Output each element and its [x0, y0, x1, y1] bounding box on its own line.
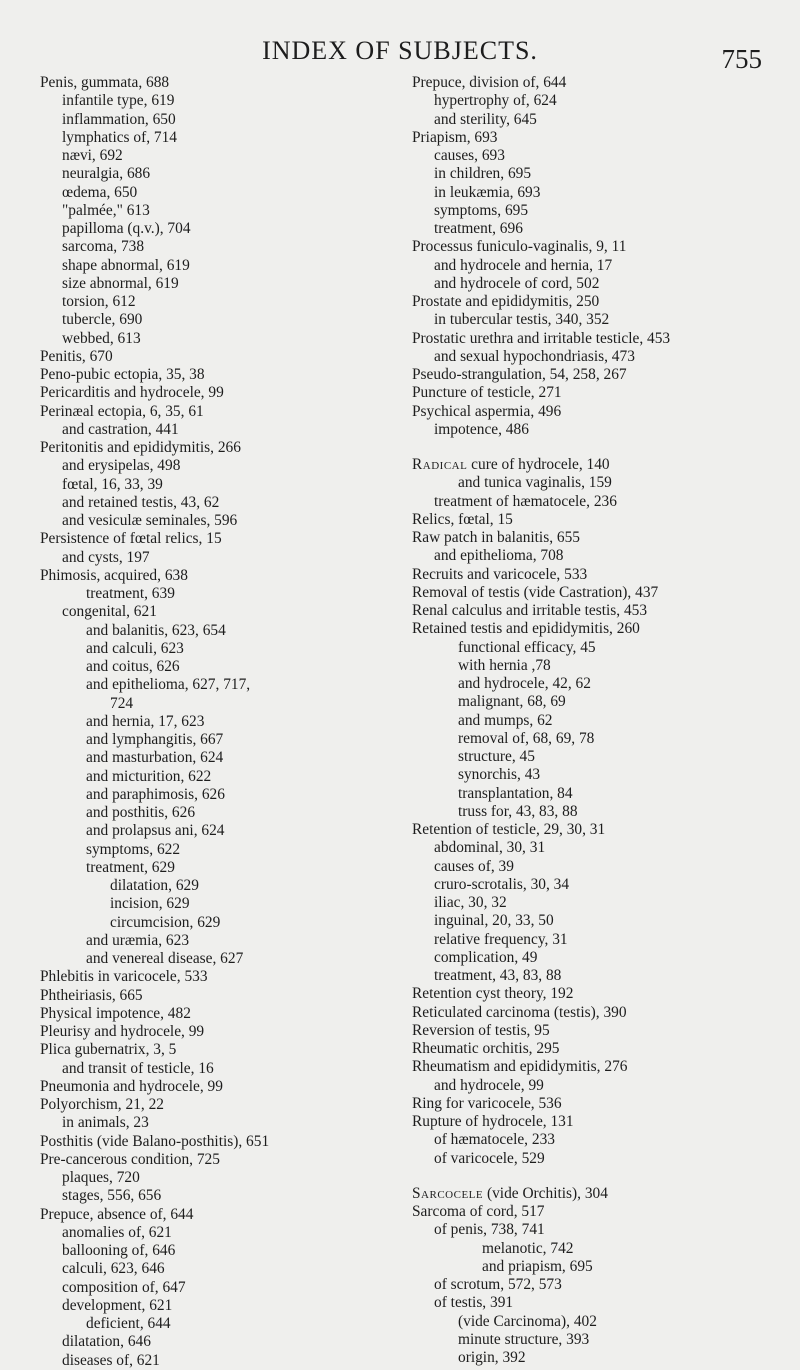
index-subentry: abdominal, 30, 31 [434, 839, 546, 857]
index-entry: Rheumatism and epididymitis, 276 [412, 1058, 628, 1076]
index-entry: Raw patch in balanitis, 655 [412, 529, 580, 546]
index-subentry: and micturition, 622 [86, 767, 212, 785]
index-subentry: papilloma (q.v.), 704 [62, 220, 191, 237]
index-entry: Penitis, 670 [40, 347, 113, 365]
index-subentry: transplantation, 84 [458, 784, 573, 802]
page-number: 755 [721, 44, 762, 74]
index-subentry: melanotic, 742 [482, 1239, 574, 1257]
index-subentry: in children, 695 [434, 165, 532, 183]
index-subentry: and paraphimosis, 626 [86, 785, 225, 803]
index-subentry: of penis, 738, 741 [434, 1221, 545, 1239]
page-title: INDEX OF SUBJECTS. [262, 36, 538, 65]
index-entry: Persistence of fœtal relics, 15 [40, 530, 222, 548]
index-subentry: size abnormal, 619 [62, 274, 179, 292]
index-entry: Penis, gummata, 688 [40, 74, 170, 91]
index-subentry: and sterility, 645 [434, 110, 537, 128]
index-subentry: treatment, 629 [86, 858, 175, 876]
index-entry: Sarcocele (vide Orchitis), 304 [412, 1184, 608, 1202]
index-subentry: development, 621 [62, 1296, 173, 1314]
index-subentry: sarcoma, 738 [62, 238, 145, 256]
index-subentry: of testis, 391 [434, 1294, 514, 1312]
index-subentry: tubercle, 690 [62, 311, 143, 329]
index-subentry: and masturbation, 624 [86, 749, 224, 767]
index-column-right [412, 74, 782, 1367]
index-subentry: and coitus, 626 [86, 658, 180, 675]
index-entry: Relics, fœtal, 15 [412, 510, 513, 528]
index-entry: Pericarditis and hydrocele, 99 [40, 384, 224, 402]
index-subentry: and hernia, 17, 623 [86, 712, 205, 730]
index-subentry: congenital, 621 [62, 603, 157, 621]
index-entry: Pre-cancerous condition, 725 [40, 1150, 220, 1168]
index-subentry: complication, 49 [434, 948, 538, 966]
index-entry: Reticulated carcinoma (testis), 390 [412, 1003, 627, 1021]
index-entry: Retained testis and epididymitis, 260 [412, 620, 640, 638]
index-entry: Phlebitis in varicocele, 533 [40, 968, 208, 986]
index-entry: Renal calculus and irritable testis, 453 [412, 602, 648, 619]
index-subentry: treatment, 43, 83, 88 [434, 967, 562, 984]
index-entry: Plica gubernatrix, 3, 5 [40, 1041, 177, 1059]
index-entry: Processus funiculo-vaginalis, 9, 11 [412, 238, 627, 256]
index-subentry: torsion, 612 [62, 293, 136, 310]
index-subentry: malignant, 68, 69 [458, 693, 566, 711]
index-subentry: dilatation, 646 [62, 1333, 151, 1351]
index-entry: Ring for varicocele, 536 [412, 1094, 562, 1112]
index-entry: Prostatic urethra and irritable testicle, 453 [412, 329, 671, 347]
index-entry: Pseudo-strangulation, 54, 258, 267 [412, 366, 627, 383]
index-subentry: (vide Carcinoma), 402 [458, 1312, 597, 1330]
index-subentry: 724 [110, 694, 134, 712]
index-subentry: circumcision, 629 [110, 913, 221, 931]
index-entry: Phimosis, acquired, 638 [40, 566, 188, 584]
index-entry: Phtheiriasis, 665 [40, 986, 143, 1004]
index-entry: Pneumonia and hydrocele, 99 [40, 1077, 223, 1095]
index-subentry: and venereal disease, 627 [86, 950, 244, 967]
index-subentry: synorchis, 43 [458, 766, 541, 784]
index-entry: Recruits and varicocele, 533 [412, 565, 588, 583]
index-column-left [40, 74, 410, 1370]
index-subentry: causes of, 39 [434, 857, 514, 875]
index-entry: Perinæal ectopia, 6, 35, 61 [40, 402, 204, 420]
index-subentry: with hernia ,78 [458, 656, 551, 674]
index-subentry: dilatation, 629 [110, 877, 199, 894]
index-subentry: treatment of hæmatocele, 236 [434, 492, 617, 510]
index-subentry: treatment, 639 [86, 585, 175, 602]
index-subentry: and calculi, 623 [86, 639, 184, 657]
index-subentry: relative frequency, 31 [434, 930, 568, 948]
index-subentry: composition of, 647 [62, 1278, 186, 1296]
index-subentry: and vesiculæ seminales, 596 [62, 512, 238, 529]
index-subentry: of varicocele, 529 [434, 1149, 545, 1167]
index-subentry: œdema, 650 [62, 183, 138, 201]
index-subentry: and castration, 441 [62, 420, 179, 438]
index-subentry: inflammation, 650 [62, 110, 176, 128]
index-subentry: ballooning of, 646 [62, 1242, 176, 1259]
index-subentry: and cysts, 197 [62, 548, 150, 566]
index-subentry: origin, 392 [458, 1349, 526, 1366]
index-subentry: and retained testis, 43, 62 [62, 493, 220, 511]
index-subentry: causes, 693 [434, 147, 505, 164]
index-entry: Peno-pubic ectopia, 35, 38 [40, 366, 205, 383]
index-subentry: and mumps, 62 [458, 711, 553, 729]
index-entry: Sarcoma of cord, 517 [412, 1203, 545, 1220]
index-subentry: nævi, 692 [62, 147, 123, 164]
index-entry: Retention cyst theory, 192 [412, 985, 574, 1003]
index-subentry: minute structure, 393 [458, 1330, 590, 1348]
index-entry: Puncture of testicle, 271 [412, 384, 562, 402]
index-subentry: infantile type, 619 [62, 92, 175, 110]
index-entry: Radical cure of hydrocele, 140 [412, 456, 610, 473]
index-subentry: removal of, 68, 69, 78 [458, 729, 595, 747]
index-subentry: and lymphangitis, 667 [86, 731, 224, 748]
index-entry: Polyorchism, 21, 22 [40, 1096, 164, 1113]
index-subentry: and hydrocele, 99 [434, 1076, 544, 1094]
index-entry: Retention of testicle, 29, 30, 31 [412, 821, 606, 838]
index-subentry: iliac, 30, 32 [434, 894, 507, 911]
index-subentry: cruro-scrotalis, 30, 34 [434, 875, 570, 893]
index-subentry: and priapism, 695 [482, 1257, 593, 1275]
index-subentry: "palmée," 613 [62, 201, 150, 219]
section-gap [412, 439, 782, 456]
index-subentry: diseases of, 621 [62, 1351, 160, 1369]
index-entry: Posthitis (vide Balano-posthitis), 651 [40, 1132, 270, 1150]
index-subentry: shape abnormal, 619 [62, 256, 190, 274]
index-entry: Rupture of hydrocele, 131 [412, 1113, 574, 1130]
index-subentry: treatment, 696 [434, 220, 523, 237]
index-entry: Physical impotence, 482 [40, 1004, 191, 1022]
index-subentry: calculi, 623, 646 [62, 1260, 165, 1278]
index-entry: Prepuce, division of, 644 [412, 74, 567, 91]
index-subentry: truss for, 43, 83, 88 [458, 802, 578, 820]
index-subentry: and erysipelas, 498 [62, 457, 181, 475]
index-entry: Priapism, 693 [412, 128, 498, 146]
index-entry: Peritonitis and epididymitis, 266 [40, 439, 241, 456]
index-subentry: stages, 556, 656 [62, 1187, 162, 1205]
index-subentry: in animals, 23 [62, 1114, 149, 1132]
index-subentry: inguinal, 20, 33, 50 [434, 912, 554, 930]
index-subentry: fœtal, 16, 33, 39 [62, 475, 163, 493]
index-entry: Removal of testis (vide Castration), 437 [412, 583, 659, 601]
index-subentry: and hydrocele, 42, 62 [458, 675, 591, 692]
index-entry: Rheumatic orchitis, 295 [412, 1040, 560, 1057]
index-subentry: and epithelioma, 627, 717, [86, 676, 251, 694]
index-subentry: hypertrophy of, 624 [434, 92, 557, 110]
index-subentry: incision, 629 [110, 895, 190, 913]
index-subentry: and sexual hypochondriasis, 473 [434, 347, 635, 365]
index-entry: Prepuce, absence of, 644 [40, 1205, 194, 1223]
index-subentry: symptoms, 622 [86, 840, 181, 858]
index-subentry: functional efficacy, 45 [458, 638, 596, 656]
index-subentry: lymphatics of, 714 [62, 128, 177, 146]
index-subentry: and hydrocele of cord, 502 [434, 274, 600, 292]
index-subentry: and balanitis, 623, 654 [86, 621, 226, 639]
index-entry: Psychical aspermia, 496 [412, 402, 562, 420]
index-subentry: and epithelioma, 708 [434, 547, 564, 565]
index-subentry: and tunica vaginalis, 159 [458, 474, 612, 492]
index-subentry: and hydrocele and hernia, 17 [434, 256, 613, 274]
index-subentry: and posthitis, 626 [86, 804, 196, 821]
index-subentry: anomalies of, 621 [62, 1223, 172, 1241]
index-subentry: impotence, 486 [434, 420, 529, 438]
index-subentry: symptoms, 695 [434, 201, 529, 219]
index-subentry: and uræmia, 623 [86, 931, 190, 949]
index-subentry: structure, 45 [458, 748, 535, 765]
index-subentry: of scrotum, 572, 573 [434, 1276, 562, 1293]
index-subentry: and prolapsus ani, 624 [86, 822, 225, 840]
index-subentry: plaques, 720 [62, 1169, 140, 1186]
index-subentry: webbed, 613 [62, 329, 141, 347]
index-entry: Prostate and epididymitis, 250 [412, 293, 600, 310]
index-entry: Reversion of testis, 95 [412, 1021, 550, 1039]
index-subentry: in leukæmia, 693 [434, 183, 541, 201]
section-gap [412, 1168, 782, 1185]
index-subentry: in tubercular testis, 340, 352 [434, 311, 610, 329]
index-subentry: and transit of testicle, 16 [62, 1059, 214, 1077]
index-entry: Pleurisy and hydrocele, 99 [40, 1023, 205, 1040]
index-subentry: of hæmatocele, 233 [434, 1131, 555, 1149]
index-subentry: deficient, 644 [86, 1315, 171, 1332]
index-subentry: neuralgia, 686 [62, 165, 151, 183]
